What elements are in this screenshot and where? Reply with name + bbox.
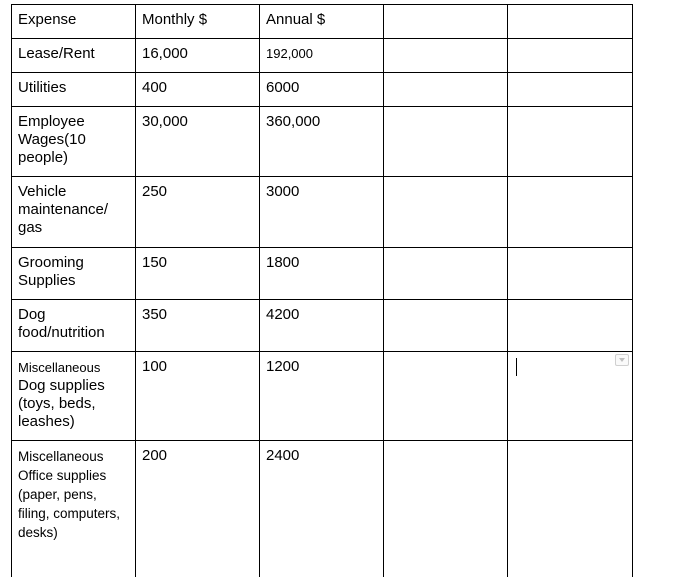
monthly-cell[interactable]: 100 (136, 352, 260, 441)
expense-cell[interactable] (12, 352, 136, 441)
empty-cell[interactable] (384, 39, 508, 73)
expense-cell[interactable]: Utilities (12, 73, 136, 107)
annual-cell[interactable]: 1800 (260, 248, 384, 300)
expense-cell[interactable]: Dog food/nutrition (12, 300, 136, 352)
table-row (12, 107, 633, 177)
header-cell-empty-5[interactable] (508, 5, 633, 39)
monthly-cell[interactable]: 400 (136, 73, 260, 107)
annual-cell[interactable]: 360,000 (260, 107, 384, 177)
empty-cell[interactable] (508, 248, 633, 300)
table-row (12, 441, 633, 577)
monthly-cell[interactable]: 250 (136, 177, 260, 248)
empty-cell[interactable] (384, 248, 508, 300)
header-cell-expense[interactable]: Expense (12, 5, 136, 39)
table-row (12, 352, 633, 441)
monthly-cell[interactable]: 30,000 (136, 107, 260, 177)
table-row (12, 73, 633, 107)
table-row (12, 39, 633, 73)
expense-cell[interactable]: Grooming Supplies (12, 248, 136, 300)
active-cell[interactable] (508, 352, 633, 441)
header-cell-empty-4[interactable] (384, 5, 508, 39)
expense-detail-label: Office supplies (paper, pens, filing, computers, desks) (18, 468, 121, 540)
table-row (12, 248, 633, 300)
expense-table (11, 4, 633, 577)
annual-cell[interactable]: 4200 (260, 300, 384, 352)
expense-cell[interactable]: Vehicle maintenance/ gas (12, 177, 136, 248)
header-cell-annual[interactable]: Annual $ (260, 5, 384, 39)
annual-cell[interactable]: 6000 (260, 73, 384, 107)
empty-cell[interactable] (384, 441, 508, 577)
empty-cell[interactable] (384, 107, 508, 177)
annual-cell[interactable]: 2400 (260, 441, 384, 577)
empty-cell[interactable] (508, 73, 633, 107)
empty-cell[interactable] (508, 441, 633, 577)
table-row (12, 300, 633, 352)
monthly-cell[interactable]: 16,000 (136, 39, 260, 73)
expense-detail-label: Dog supplies (toys, beds, leashes) (18, 377, 105, 430)
monthly-cell[interactable]: 200 (136, 441, 260, 577)
table-row (12, 177, 633, 248)
empty-cell[interactable] (508, 177, 633, 248)
empty-cell[interactable] (508, 39, 633, 73)
annual-cell[interactable]: 3000 (260, 177, 384, 248)
expense-category-label: Miscellaneous (18, 360, 101, 375)
expense-category-label: Miscellaneous (18, 449, 104, 464)
empty-cell[interactable] (384, 352, 508, 441)
expense-cell[interactable] (12, 441, 136, 577)
empty-cell[interactable] (384, 73, 508, 107)
annual-cell[interactable]: 1200 (260, 352, 384, 441)
empty-cell[interactable] (508, 300, 633, 352)
text-cursor (516, 358, 517, 376)
dropdown-arrow-icon[interactable] (615, 354, 629, 366)
header-cell-monthly[interactable]: Monthly $ (136, 5, 260, 39)
empty-cell[interactable] (384, 177, 508, 248)
monthly-cell[interactable]: 150 (136, 248, 260, 300)
header-row (12, 5, 633, 39)
empty-cell[interactable] (508, 107, 633, 177)
annual-cell[interactable]: 192,000 (260, 39, 384, 73)
monthly-cell[interactable]: 350 (136, 300, 260, 352)
expense-cell[interactable]: Employee Wages(10 people) (12, 107, 136, 177)
empty-cell[interactable] (384, 300, 508, 352)
expense-cell[interactable]: Lease/Rent (12, 39, 136, 73)
